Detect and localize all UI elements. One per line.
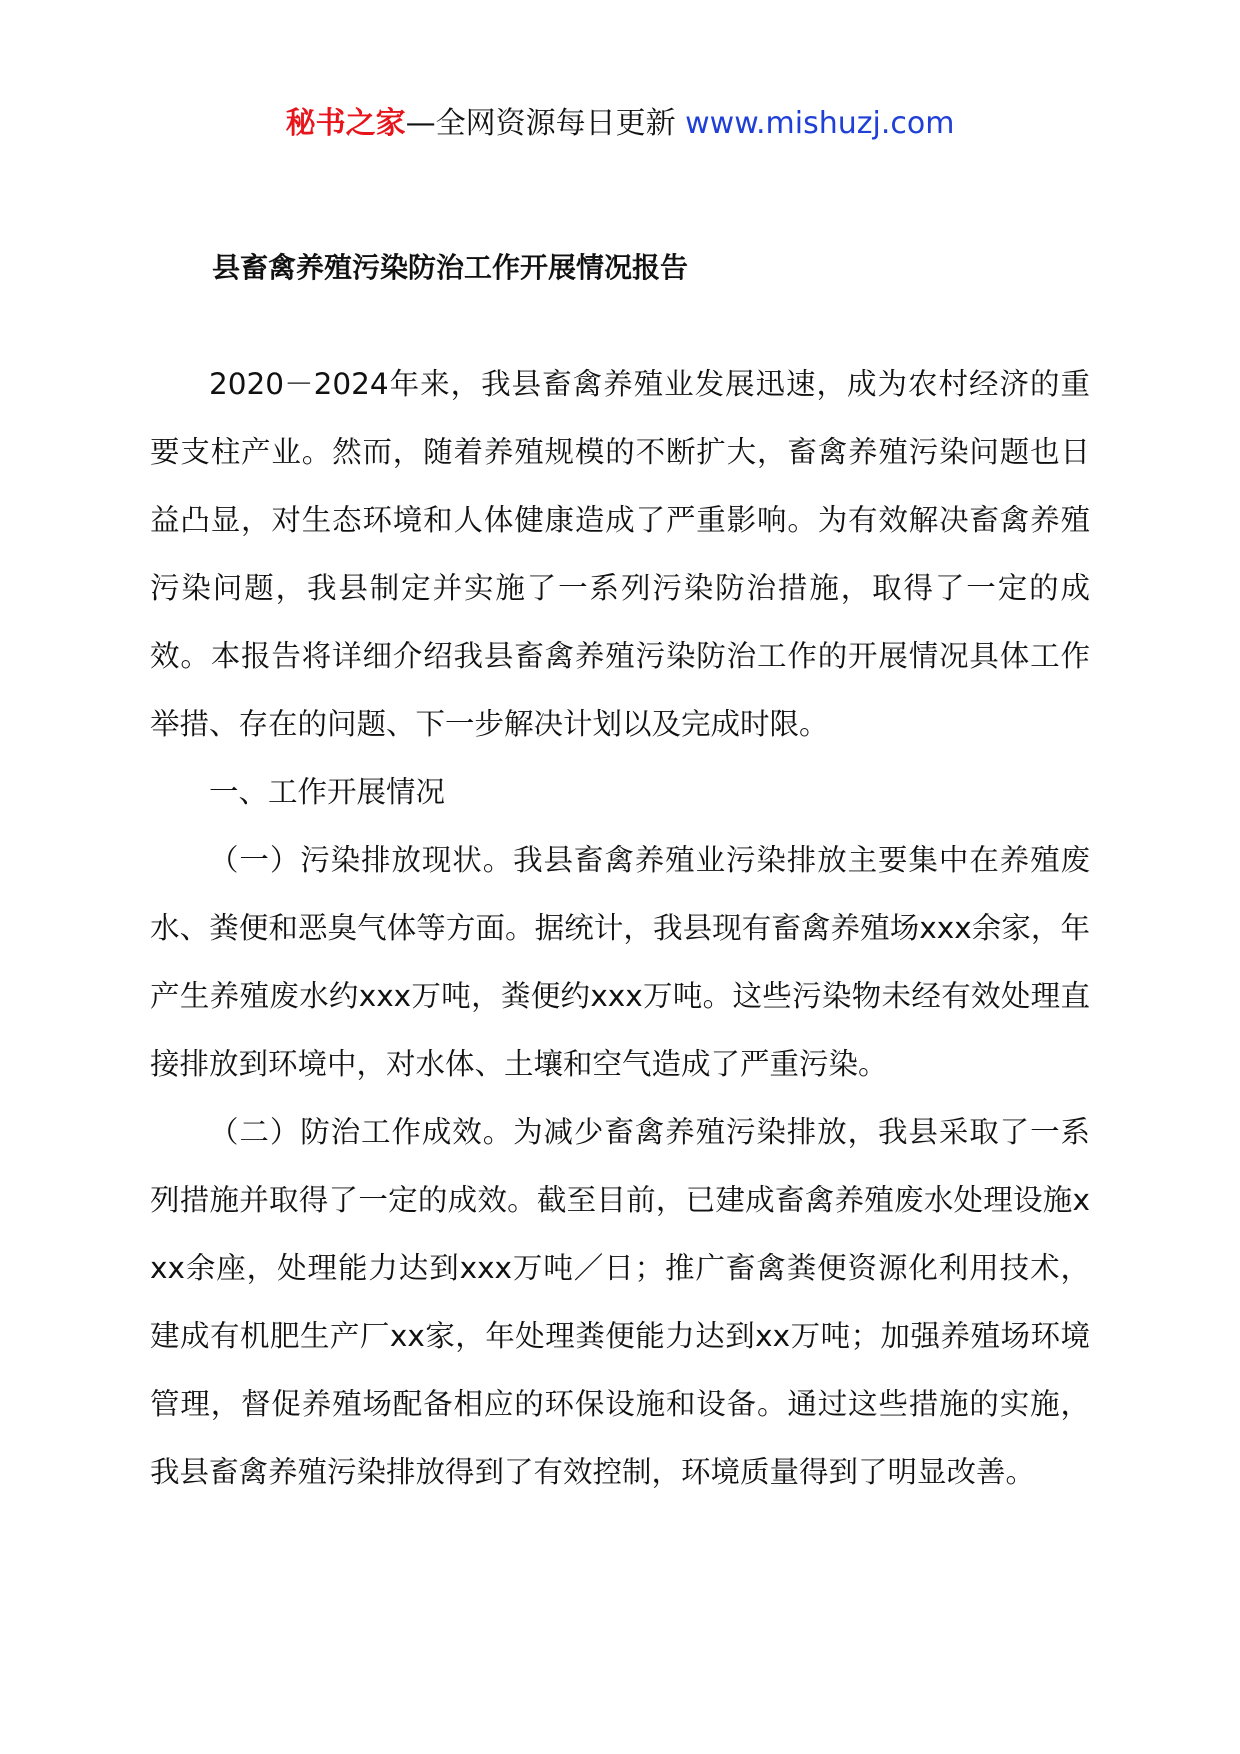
header-tagline: —全网资源每日更新 bbox=[405, 106, 676, 141]
section-heading: 一、工作开展情况 bbox=[209, 775, 446, 809]
paragraph-prevention-results: （二）防治工作成效。为减少畜禽养殖污染排放，我县采取了一系列措施并取得了一定的成效。截至目前，已建成畜禽养殖废水处理设施xxx余座，处理能力达到xxx万吨／日；推广畜禽粪便资源化利用技术，建成有机肥生产厂xx家，年处理粪便能力达到xx万吨；加强养殖场环境管理，督促养殖场配备相应的环保设施和设备。通过这些措施的实施，我县畜禽养殖污染排放得到了有效控制，环境质量得到了明显改善。 bbox=[150, 1115, 1090, 1489]
site-header bbox=[0, 100, 1240, 148]
paragraph-intro: 2020－2024年来，我县畜禽养殖业发展迅速，成为农村经济的重要支柱产业。然而，随着养殖规模的不断扩大，畜禽养殖污染问题也日益凸显，对生态环境和人体健康造成了严重影响。为有效解决畜禽养殖污染问题，我县制定并实施了一系列污染防治措施，取得了一定的成效。本报告将详细介绍我县畜禽养殖污染防治工作的开展情况具体工作举措、存在的问题、下一步解决计划以及完成时限。 bbox=[150, 367, 1090, 741]
paragraph-pollution-status: （一）污染排放现状。我县畜禽养殖业污染排放主要集中在养殖废水、粪便和恶臭气体等方面。据统计，我县现有畜禽养殖场xxx余家，年产生养殖废水约xxx万吨，粪便约xxx万吨。这些污染物未经有效处理直接排放到环境中，对水体、土壤和空气造成了严重污染。 bbox=[150, 843, 1090, 1081]
brand-name: 秘书之家 bbox=[285, 106, 406, 141]
document-body bbox=[150, 350, 1090, 1506]
site-url-link[interactable]: www.mishuzj.com bbox=[685, 106, 955, 141]
document-title: 县畜禽养殖污染防治工作开展情况报告 bbox=[212, 251, 689, 284]
